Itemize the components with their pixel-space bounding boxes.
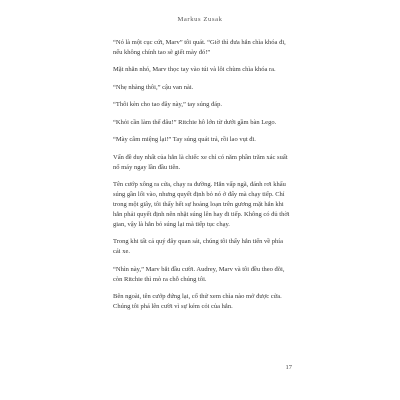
paragraph: “Mày câm miệng lại!” Tay súng quát trả, rồi lao vụt đi. bbox=[113, 136, 256, 144]
running-head: Markus Zusak bbox=[177, 16, 223, 23]
paragraph: “Nhìn này,” Marv bắt đầu cười. Audrey, Marv và tôi đều theo đõi, còn Ritchie thì mò ra chỗ chúng tôi. bbox=[113, 265, 285, 283]
page-number: 17 bbox=[285, 364, 292, 371]
paragraph: Trong khi tất cả quý đây quan sát, chúng tôi thấy hắn tiến về phía cái xe. bbox=[113, 238, 283, 256]
paragraph: “Thôi kèn cho tao đây này,” tay súng đáp. bbox=[113, 101, 222, 109]
paragraph: “Khỏi cần làm thế đâu!” Ritchie hô lớn từ dưới gầm bàn Lego. bbox=[113, 118, 277, 126]
body-text bbox=[113, 38, 291, 320]
paragraph: Bên ngoài, tên cướp đứng lại, cố thử xem chìa nào mở được cửa. Chúng tôi phá lên cười vì sự kém cỏi của hắn. bbox=[113, 293, 282, 311]
paragraph: “Nó là một cục cứt, Marv” tôi quát. “Giờ thì đưa hắn chìa khóa đi, nếu không chính tao sẽ giết mày đó!” bbox=[113, 39, 286, 56]
paragraph: “Nhẹ nhàng thôi,” cậu van nài. bbox=[113, 83, 194, 91]
paragraph: Vấn đề duy nhất của hắn là chiếc xe chỉ có năm phần trăm xác suất nổ máy ngay lần đầu tiên. bbox=[113, 153, 288, 171]
paragraph: Tên cướp xông ra cửa, chạy ra đường. Hắn vấp ngã, đánh rơi khẩu súng gần lối vào, nhưng quyết định bỏ nó ở đấy mà chạy tiếp. Chỉ trong một giây, tôi thấy hết sự hoảng loạn trên gương mặt hắn khi hắn phải quyết định nên nhặt súng lên hay đi tiếp. Không có đủ thời gian, vậy là hắn bỏ súng lại mà tiếp tục chạy. bbox=[113, 181, 290, 228]
paragraph: Mặt nhăn nhó, Marv thọc tay vào túi và lôi chùm chìa khóa ra. bbox=[113, 66, 276, 74]
